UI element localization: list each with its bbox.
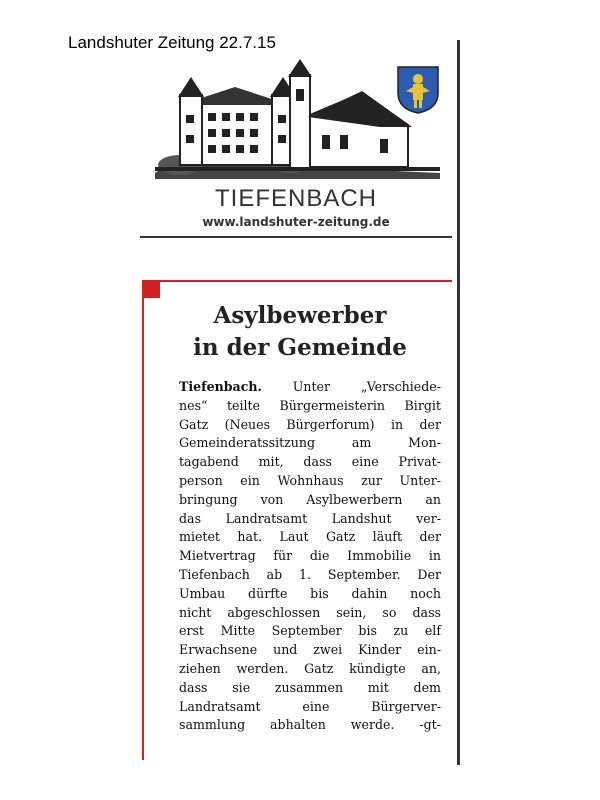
body-line: Landratsamt eine Bürgerver- [179, 698, 441, 714]
town-name: TIEFENBACH [214, 185, 377, 212]
source-caption: Landshuter Zeitung 22.7.15 [68, 33, 276, 52]
body-line: Gatz (Neues Bürgerforum) in der [179, 416, 441, 432]
body-line: erst Mitte September bis zu elf [179, 623, 441, 639]
body-line: Mietvertrag für die Immobilie in [179, 548, 441, 564]
article [142, 280, 452, 760]
article-headline [160, 300, 440, 364]
body-line: das Landratsamt Landshut ver- [179, 510, 441, 526]
masthead-divider [140, 236, 452, 238]
body-line: Erwachsene und zwei Kinder ein- [179, 642, 441, 658]
article-body [179, 378, 441, 735]
headline-line: Asylbewerber [213, 302, 387, 329]
body-line: bringung von Asylbewerbern an [179, 491, 441, 507]
dateline: Tiefenbach. [179, 379, 262, 394]
body-line: nes“ teilte Bürgermeisterin Birgit [179, 397, 441, 413]
body-line: mietet hat. Laut Gatz läuft der [179, 529, 441, 545]
body-line: dass sie zusammen mit dem [179, 679, 441, 695]
headline-line: in der Gemeinde [193, 334, 407, 361]
accent-square [142, 280, 160, 298]
body-line: person ein Wohnhaus zur Unter- [179, 472, 441, 488]
coat-of-arms-icon [396, 65, 440, 115]
body-line: Gemeinderatssitzung am Mon- [179, 435, 441, 451]
body-line: Umbau dürfte bis dahin noch [179, 585, 441, 601]
body-line: tagabend mit, dass eine Privat- [179, 454, 441, 470]
body-line: nicht abgeschlossen sein, so dass [179, 604, 441, 620]
body-line: ziehen werden. Gatz kündigte an, [179, 660, 441, 676]
masthead [140, 55, 452, 240]
body-line: sammlung abhalten werde. -gt- [179, 717, 441, 733]
body-line: Tiefenbach. Unter „Verschiede- [179, 379, 441, 394]
body-line: Tiefenbach ab 1. September. Der [179, 566, 441, 582]
column-rule [457, 40, 460, 765]
website-url: www.landshuter-zeitung.de [202, 215, 390, 229]
